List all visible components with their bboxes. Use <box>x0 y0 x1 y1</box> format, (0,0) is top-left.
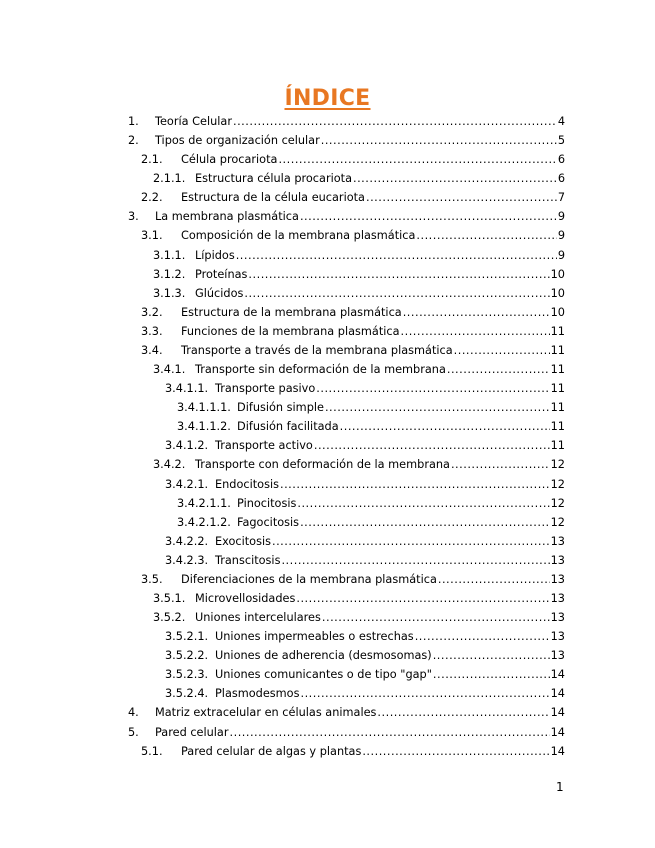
toc-entry-number: 3.3. <box>141 324 163 338</box>
toc-entry-leader <box>281 552 549 570</box>
toc-entry[interactable] <box>141 304 565 322</box>
toc-entry-number: 2. <box>128 134 139 148</box>
toc-entry-page: 9 <box>557 248 565 262</box>
index-title: ÍNDICE <box>284 86 371 111</box>
toc-entry-title: Célula procariota <box>181 153 278 167</box>
toc-entry[interactable] <box>165 533 565 551</box>
toc-entry-page: 14 <box>550 744 565 758</box>
toc-entry-page: 11 <box>550 382 565 396</box>
toc-entry[interactable] <box>128 113 565 131</box>
toc-entry[interactable] <box>141 342 565 360</box>
toc-entry-leader <box>321 132 557 150</box>
toc-entry-page: 14 <box>550 725 565 739</box>
toc-entry-number: 3.5.2.2. <box>165 649 209 663</box>
toc-entry-leader <box>438 571 550 589</box>
toc-entry-page: 6 <box>557 153 565 167</box>
toc-entry-leader <box>401 323 550 341</box>
toc-entry-leader <box>296 590 549 608</box>
toc-entry-page: 12 <box>550 515 565 529</box>
toc-entry-leader <box>300 514 550 532</box>
toc-entry-number: 2.1. <box>141 153 163 167</box>
toc-entry-title: Plasmodesmos <box>215 687 300 701</box>
toc-entry-page: 9 <box>557 210 565 224</box>
toc-entry-title: Diferenciaciones de la membrana plasmática <box>181 572 437 586</box>
toc-entry-leader <box>447 361 550 379</box>
toc-entry-title: Uniones intercelulares <box>195 611 321 625</box>
toc-entry-page: 9 <box>557 229 565 243</box>
toc-entry[interactable] <box>128 704 565 722</box>
toc-entry-title: Exocitosis <box>215 534 271 548</box>
toc-entry-number: 3.4.1. <box>153 363 186 377</box>
toc-entry-page: 11 <box>550 420 565 434</box>
toc-entry-number: 3.5. <box>141 572 163 586</box>
toc-entry-number: 3.5.2.1. <box>165 630 209 644</box>
toc-entry[interactable] <box>141 151 565 169</box>
toc-entry-leader <box>403 304 550 322</box>
toc-entry-page: 14 <box>550 668 565 682</box>
toc-entry-page: 12 <box>550 477 565 491</box>
toc-entry-number: 3. <box>128 210 139 224</box>
toc-entry-page: 11 <box>550 401 565 415</box>
toc-entry-title: La membrana plasmática <box>155 210 299 224</box>
toc-entry[interactable] <box>141 227 565 245</box>
toc-entry-number: 4. <box>128 706 139 720</box>
toc-entry[interactable] <box>141 743 565 761</box>
toc-entry-leader <box>314 437 550 455</box>
toc-entry-number: 5. <box>128 725 139 739</box>
toc-entry-number: 3.4.2.1.1. <box>177 496 231 510</box>
toc-entry[interactable] <box>153 170 565 188</box>
toc-entry-page: 11 <box>550 324 565 338</box>
toc-entry-leader <box>340 418 550 436</box>
toc-entry-title: Matriz extracelular en células animales <box>155 706 377 720</box>
toc-entry-title: Endocitosis <box>215 477 279 491</box>
toc-entry-page: 13 <box>550 630 565 644</box>
page-number: 1 <box>556 780 564 794</box>
toc-entry-leader <box>415 628 550 646</box>
toc-entry-page: 13 <box>550 553 565 567</box>
toc-entry-number: 3.4.1.1.2. <box>177 420 231 434</box>
toc-entry-title: Uniones impermeables o estrechas <box>215 630 414 644</box>
toc-entry-number: 3.1.1. <box>153 248 186 262</box>
toc-entry[interactable] <box>128 208 565 226</box>
toc-entry-page: 12 <box>550 458 565 472</box>
toc-entry-number: 3.1.2. <box>153 267 186 281</box>
toc-entry-title: Transcitosis <box>215 553 281 567</box>
toc-entry-title: Fagocitosis <box>237 515 300 529</box>
toc-entry-leader <box>236 247 557 265</box>
toc-entry-number: 3.5.1. <box>153 592 186 605</box>
toc-entry-leader <box>416 227 556 245</box>
toc-entry-number: 3.4.1.1. <box>165 382 209 396</box>
toc-entry-title: Estructura de la célula eucariota <box>181 191 365 205</box>
toc-entry-leader <box>272 533 550 551</box>
toc-entry-title: Teoría Celular <box>155 115 232 128</box>
toc-entry[interactable] <box>177 418 565 436</box>
toc-entry-number: 3.4.2.2. <box>165 534 209 548</box>
toc-entry-leader <box>322 609 550 627</box>
toc-entry-page: 10 <box>550 286 565 300</box>
toc-entry-leader <box>433 647 550 665</box>
toc-entry[interactable] <box>165 380 565 398</box>
toc-entry[interactable] <box>165 666 565 684</box>
toc-entry-page: 6 <box>557 172 565 186</box>
toc-entry-title: Transporte con deformación de la membrana <box>195 458 450 472</box>
toc-entry-number: 3.2. <box>141 305 163 319</box>
toc-entry-leader <box>280 476 550 494</box>
toc-entry[interactable] <box>128 132 565 150</box>
toc-entry-title: Transporte sin deformación de la membrana <box>195 363 446 377</box>
toc-entry-leader <box>300 208 557 226</box>
toc-entry-leader <box>377 704 549 722</box>
toc-entry-number: 3.5.2. <box>153 611 186 625</box>
toc-entry-title: Difusión simple <box>237 401 324 415</box>
toc-entry-title: Uniones de adherencia (desmosomas) <box>215 649 432 663</box>
toc-entry-page: 4 <box>557 115 565 128</box>
toc-entry[interactable] <box>165 476 565 494</box>
toc-entry-leader <box>233 113 557 131</box>
toc-entry-page: 7 <box>557 191 565 205</box>
toc-entry-page: 13 <box>550 592 565 605</box>
toc-entry[interactable] <box>165 552 565 570</box>
toc-entry-title: Estructura de la membrana plasmática <box>181 305 402 319</box>
toc-entry-number: 3.1.3. <box>153 286 186 300</box>
toc-entry[interactable] <box>165 437 565 455</box>
toc-entry[interactable] <box>153 285 565 303</box>
toc-entry-leader <box>451 456 550 474</box>
toc-entry-title: Glúcidos <box>195 286 244 300</box>
toc-entry-title: Uniones comunicantes o de tipo "gap" <box>215 668 432 682</box>
toc-entry-leader <box>297 495 549 513</box>
toc-entry[interactable] <box>128 724 565 742</box>
toc-entry-leader <box>353 170 557 188</box>
toc-entry-title: Composición de la membrana plasmática <box>181 229 416 243</box>
toc-entry-leader <box>278 151 556 169</box>
toc-entry-title: Pared celular de algas y plantas <box>181 744 362 758</box>
toc-entry-number: 2.1.1. <box>153 172 186 186</box>
toc-entry-title: Funciones de la membrana plasmática <box>181 324 400 338</box>
toc-entry-page: 11 <box>550 439 565 453</box>
toc-entry-title: Difusión facilitada <box>237 420 339 434</box>
toc-entry-title: Transporte a través de la membrana plasmática <box>181 343 453 357</box>
toc-entry-number: 2.2. <box>141 191 163 205</box>
toc-entry-page: 14 <box>550 687 565 701</box>
toc-entry[interactable] <box>141 323 565 341</box>
toc-entry-leader <box>230 724 550 742</box>
toc-entry[interactable] <box>177 399 565 417</box>
toc-entry-number: 3.5.2.3. <box>165 668 209 682</box>
toc-entry-number: 3.4.2.1.2. <box>177 515 231 529</box>
toc-entry-leader <box>248 266 549 284</box>
toc-entry[interactable] <box>141 189 565 207</box>
toc-entry[interactable] <box>153 456 565 474</box>
toc-entry-title: Transporte activo <box>215 439 313 453</box>
toc-entry[interactable] <box>153 266 565 284</box>
toc-entry[interactable] <box>153 609 565 627</box>
toc-entry-number: 3.4.1.1.1. <box>177 401 231 415</box>
toc-entry-title: Microvellosidades <box>195 592 296 605</box>
toc-entry-number: 3.4.2. <box>153 458 186 472</box>
toc-entry-number: 3.1. <box>141 229 163 243</box>
toc-entry-leader <box>366 189 557 207</box>
toc-entry[interactable] <box>153 361 565 379</box>
toc-entry[interactable] <box>153 590 565 608</box>
toc-entry[interactable] <box>141 571 565 589</box>
toc-entry-page: 10 <box>550 305 565 319</box>
toc-entry-page: 12 <box>550 496 565 510</box>
toc-entry[interactable] <box>177 495 565 513</box>
toc-entry-title: Estructura célula procariota <box>195 172 352 186</box>
toc-entry-page: 11 <box>550 343 565 357</box>
toc-entry[interactable] <box>153 247 565 265</box>
toc-entry-title: Pinocitosis <box>237 496 297 510</box>
toc-entry-number: 3.4.2.1. <box>165 477 209 491</box>
toc-entry-page: 13 <box>550 611 565 625</box>
toc-entry-title: Pared celular <box>155 725 229 739</box>
toc-entry-leader <box>316 380 549 398</box>
toc-entry[interactable] <box>165 628 565 646</box>
toc-entry-page: 10 <box>550 267 565 281</box>
toc-entry-number: 3.4.2.3. <box>165 553 209 567</box>
toc-entry-number: 3.5.2.4. <box>165 687 209 701</box>
toc-entry-page: 13 <box>550 649 565 663</box>
toc-entry-page: 13 <box>550 572 565 586</box>
toc-entry-title: Tipos de organización celular <box>155 134 320 148</box>
toc-entry-leader <box>362 743 549 761</box>
toc-entry-title: Transporte pasivo <box>215 382 316 396</box>
toc-entry-page: 14 <box>550 706 565 720</box>
toc-entry-page: 11 <box>550 363 565 377</box>
toc-entry-leader <box>244 285 549 303</box>
toc-entry[interactable] <box>165 685 565 703</box>
toc-entry-title: Lípidos <box>195 248 235 262</box>
toc-entry[interactable] <box>165 647 565 665</box>
toc-entry-leader <box>433 666 550 684</box>
toc-entry-number: 3.4.1.2. <box>165 439 209 453</box>
toc-entry-number: 3.4. <box>141 343 163 357</box>
toc-entry-page: 5 <box>557 134 565 148</box>
toc-entry-page: 13 <box>550 534 565 548</box>
toc-entry[interactable] <box>177 514 565 532</box>
toc-entry-title: Proteínas <box>195 267 248 281</box>
toc-entry-number: 5.1. <box>141 744 163 758</box>
toc-entry-leader <box>454 342 550 360</box>
toc-entry-leader <box>300 685 549 703</box>
toc-entry-number: 1. <box>128 115 139 128</box>
toc-entry-leader <box>325 399 550 417</box>
